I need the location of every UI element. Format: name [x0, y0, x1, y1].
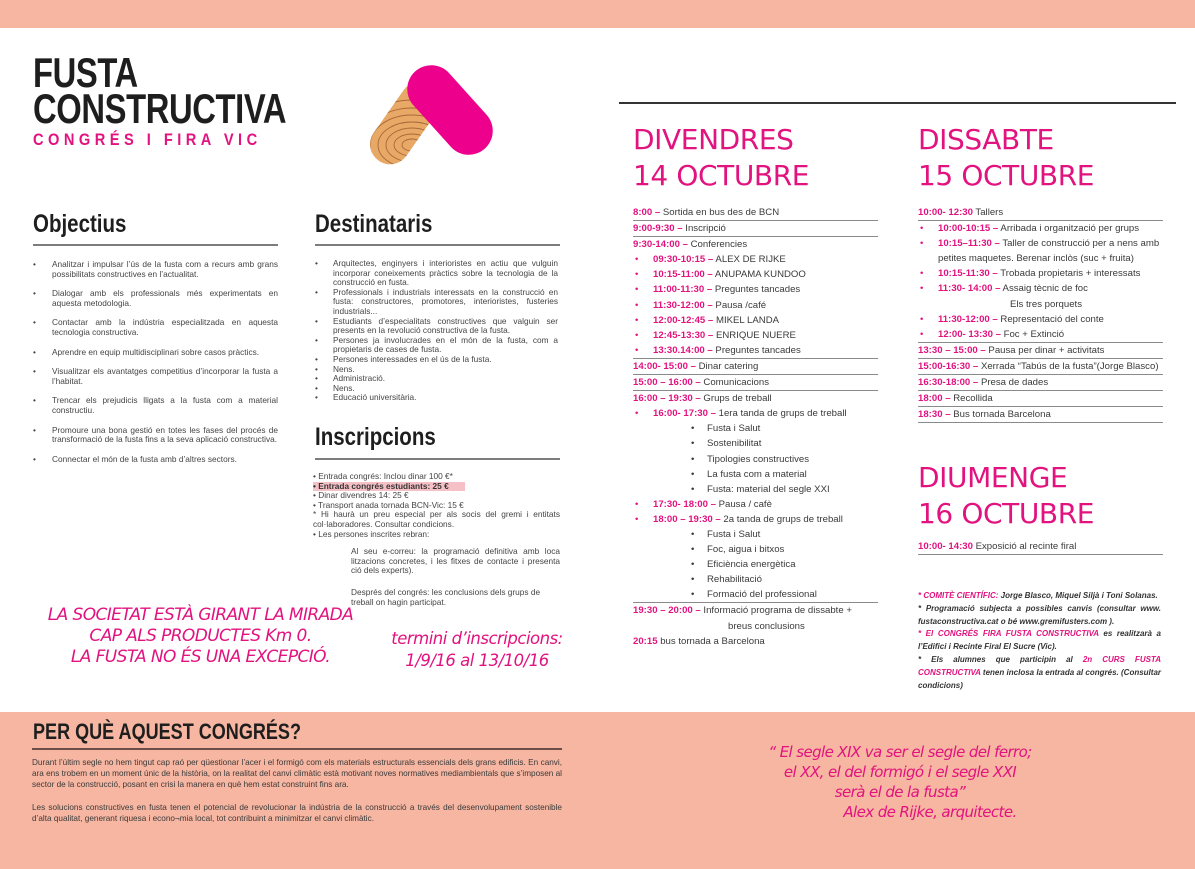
day-date: 16 OCTUBRE — [918, 497, 1095, 530]
price-transport: • Transport anada tornada BCN-Vic: 15 € — [313, 499, 464, 510]
quote-block — [700, 742, 1100, 822]
schedule-row: • 12:00-12:45 – MIKEL LANDA — [633, 313, 878, 328]
schedule-row-continuation: Els tres porquets — [1010, 298, 1082, 310]
workgroup-item: • Foc, aigua i bitxos — [633, 542, 878, 557]
schedule-row: • 11:30- 14:00 – Assaig tècnic de foc — [918, 281, 1163, 296]
list-item: • Arquitectes, enginyers i interioristes en actiu que vulguin incorporar coneixements pràctics sobre la tecnologia de la construcció en fusta. — [315, 259, 558, 288]
schedule-row: 10:00- 14:30 Exposició al recinte firal — [918, 539, 1163, 555]
schedule-row: • 12:00- 13:30 – Foc + Extinció — [918, 327, 1163, 343]
divendres-schedule — [633, 205, 878, 649]
diumenge-heading — [918, 460, 1094, 532]
list-item: • Contactar amb la indústria especialitzada en aquesta tecnologia constructiva. — [33, 318, 278, 337]
quote-line: “ El segle XIX va ser el segle del ferro; — [768, 743, 1032, 761]
inscrits-despres: Després del congrés: les conclusions dels grups de treball on hagin participat. — [351, 586, 541, 607]
list-item: • Analitzar i impulsar l’ús de la fusta com a recurs amb grans possibilitats constructives en l’actualitat. — [33, 260, 278, 279]
note-comite: * COMITÈ CIENTÍFIC: Jorge Blasco, Miquel Siljà i Toni Solanas. — [918, 591, 1158, 600]
program-notes — [918, 590, 1161, 692]
price-estudiants-highlight: • Entrada congrés estudiants: 25 € — [313, 482, 465, 492]
schedule-row: 20:15 bus tornada a Barcelona — [633, 635, 765, 647]
objectius-rule — [33, 244, 278, 246]
workgroup-item: • Formació del professional — [633, 587, 878, 603]
day-name: DIVENDRES — [633, 123, 794, 156]
destinataris-list — [315, 259, 558, 403]
deadline-dates: 1/9/16 al 13/10/16 — [405, 651, 549, 670]
workgroup-item: • Rehabilitació — [633, 572, 878, 587]
inscripcions-rule — [315, 458, 560, 460]
schedule-row: 18:30 – Bus tornada Barcelona — [918, 407, 1163, 423]
dissabte-schedule — [918, 205, 1163, 423]
schedule-row: • 10:15-11:30 – Trobada propietaris + interessats — [918, 266, 1163, 281]
destinataris-rule — [315, 244, 560, 246]
logo-wordmark — [33, 49, 358, 150]
workgroup-item: • Fusta i Salut — [633, 421, 878, 436]
inscrits-intro: • Les persones inscrites rebran: — [313, 528, 430, 539]
slogan-km0 — [28, 605, 373, 668]
schedule-row: • 17:30- 18:00 – Pausa / cafè — [633, 497, 878, 512]
day-date: 15 OCTUBRE — [918, 159, 1095, 192]
objectius-list — [33, 260, 278, 474]
why-body — [32, 757, 562, 824]
list-item: • Persones interessades en el ús de la fusta. — [315, 355, 558, 365]
note-programacio: * Programació subjecta a possibles canvis (consultar www. fustaconstructiva.cat o bé www.gremifusters.com ). — [918, 603, 1161, 626]
workgroup-item: • Tipologies constructives — [633, 452, 878, 467]
list-item: • Persones ja involucrades en el món de la fusta, com a propietaris de cases de fusta. — [315, 336, 558, 355]
workgroup-item: • Fusta i Salut — [633, 527, 878, 542]
schedule-row: 16:30-18:00 – Presa de dades — [918, 375, 1163, 391]
schedule-row: • 10:15-11:00 – ANUPAMA KUNDOO — [633, 267, 878, 282]
schedule-row: 9:00-9:30 – Inscripció — [633, 221, 878, 237]
logo-line-constructiva: CONSTRUCTIVA — [33, 85, 287, 132]
deadline-label: termini d’inscripcions: — [391, 629, 563, 648]
workgroup-item: • Eficiència energètica — [633, 557, 878, 572]
day-name: DISSABTE — [918, 123, 1054, 156]
schedule-row: 8:00 – Sortida en bus des de BCN — [633, 205, 878, 221]
diumenge-schedule — [918, 539, 1163, 555]
note-lloc: * El CONGRÉS FIRA FUSTA CONSTRUCTIVA es realitzarà a l’Edifici i Recinte Firal El Sucre (Vic). — [918, 629, 1161, 652]
slogan-line: CAP ALS PRODUCTES Km 0. — [89, 626, 312, 646]
quote-line: serà el de la fusta” — [834, 783, 966, 801]
list-item: • Administració. — [315, 374, 558, 384]
why-paragraph: Durant l’últim segle no hem tingut cap raó per qüestionar l’acer i el formigó com els materials estructurals essencials dels grans edificis. En canvi, ara ens trobem en un moment únic de la història, on la realitat del canvi climàtic està motivant noves normatives mediambientals que s’imposen al sector de la construcció, posant en crisi la manera en què hem estat construint fins ara. — [32, 758, 562, 790]
list-item: • Educació universitària. — [315, 393, 558, 403]
objectius-heading: Objectius — [33, 210, 127, 238]
schedule-row: 10:00- 12:30 Tallers — [918, 205, 1163, 221]
list-item: • Nens. — [315, 384, 558, 394]
why-paragraph: Les solucions constructives en fusta tenen el potencial de revolucionar la indústria de la construcció a través del desenvolupament sostenible d’alta qualitat, generant riquesa i econo¬mia local, tot contribuint a minimitzar el canvi climàtic. — [32, 802, 562, 823]
day-date: 14 OCTUBRE — [633, 159, 810, 192]
workgroup-item: • Fusta: material del segle XXI — [633, 482, 878, 497]
list-item: • Professionals i industrials interessats en la construcció en fusta: constructores, promotores, interioristes, fusteries industrials... — [315, 288, 558, 317]
schedule-row: • 10:00-10:15 – Arribada i organització per grups — [918, 221, 1163, 236]
dissabte-heading — [918, 122, 1094, 194]
workgroup-item: • La fusta com a material — [633, 467, 878, 482]
inscrits-ecorreu: Al seu e-correu: la programació definitiva amb loca litzacions concretes, i les fitxes de contacte i presenta ció dels experts). — [351, 546, 560, 576]
note-alumnes: * Els alumnes que participin al 2n CURS FUSTA CONSTRUCTIVA tenen inclosa la entrada al congrés. (Consultar condicions) — [918, 654, 1161, 690]
list-item: • Visualitzar els avantatges competitius d’incorporar la fusta a l’habitat. — [33, 367, 278, 386]
list-item: • Nens. — [315, 365, 558, 375]
schedule-row: • 18:00 – 19:30 – 2a tanda de grups de treball — [633, 512, 878, 527]
schedule-row: • 12:45-13:30 – ENRIQUE NUERE — [633, 328, 878, 343]
schedule-row: • 10:15–11:30 – Taller de construcció per a nens amb petites maquetes. Berenar inclòs (suc + fruita) — [918, 236, 1163, 266]
quote-line: el XX, el del formigó i el segle XXI — [783, 763, 1017, 781]
list-item: • Trencar els prejudicis lligats a la fusta com a material constructiu. — [33, 396, 278, 415]
why-heading: PER QUÈ AQUEST CONGRÉS? — [33, 719, 301, 744]
logo-line-fusta: FUSTA — [33, 49, 138, 96]
inscripcions-block — [313, 472, 560, 607]
list-item: • Connectar el món de la fusta amb d’altres sectors. — [33, 455, 278, 465]
schedule-row: 14:00- 15:00 – Dinar catering — [633, 359, 878, 375]
registration-deadline — [352, 628, 602, 672]
list-item: • Aprendre en equip multidisciplinari sobre casos pràctics. — [33, 348, 278, 358]
destinataris-heading: Destinataris — [315, 210, 433, 238]
list-item: • Dialogar amb els professionals més experimentats en aquesta metodologia. — [33, 289, 278, 308]
schedule-row: 15:00 – 16:00 – Comunicacions — [633, 375, 878, 391]
list-item: • Promoure una bona gestió en totes les fases del procés de transformació de la fusta fins a la seva aplicació constructiva. — [33, 426, 278, 445]
schedule-row: 16:00 – 19:30 – Grups de treball — [633, 393, 772, 405]
schedule-row: • 13:30.14:00 – Preguntes tancades — [633, 343, 878, 359]
price-dinar: • Dinar divendres 14: 25 € — [313, 490, 409, 501]
schedule-row: • 11:00-11:30 – Preguntes tancades — [633, 282, 878, 297]
logo-subtitle: CONGRÉS I FIRA VIC — [33, 130, 262, 149]
day-name: DIUMENGE — [918, 461, 1068, 494]
schedule-row: 13:30 – 15:00 – Pausa per dinar + activitats — [918, 343, 1163, 359]
schedule-row-continuation: breus conclusions — [728, 620, 805, 632]
list-item: • Estudiants d’especialitats constructives que valguin ser presents en la revolució constructiva de la fusta. — [315, 317, 558, 336]
why-rule — [32, 748, 562, 750]
schedule-row: • 11:30-12:00 – Representació del conte — [918, 312, 1163, 327]
schedule-row: 18:00 – Recollida — [918, 391, 1163, 407]
schedule-row: 19:30 – 20:00 – Informació programa de dissabte + — [633, 605, 852, 617]
program-top-rule — [619, 102, 1176, 104]
slogan-line: LA SOCIETAT ESTÀ GIRANT LA MIRADA — [47, 605, 354, 625]
workgroup-item: • Sostenibilitat — [633, 436, 878, 451]
schedule-row: • 11:30-12:00 – Pausa /café — [633, 298, 878, 313]
wood-pill-logo-icon — [350, 45, 500, 165]
special-price-note: * Hi haurà un preu especial per als socis del gremi i entitats col·laboradores. Consultar condicions. — [313, 509, 560, 529]
schedule-row: • 16:00- 17:30 – 1era tanda de grups de treball — [633, 406, 878, 421]
schedule-row: • 09:30-10:15 – ALEX DE RIJKE — [633, 252, 878, 267]
divendres-heading — [633, 122, 809, 194]
slogan-line: LA FUSTA NO ÉS UNA EXCEPCIÓ. — [70, 647, 331, 667]
price-entrada: • Entrada congrés: Inclou dinar 100 €* — [313, 471, 453, 481]
inscripcions-heading: Inscripcions — [315, 423, 436, 451]
quote-author: Alex de Rijke, arquitecte. — [843, 803, 1017, 821]
schedule-row: 9:30-14:00 – Conferencies — [633, 239, 748, 251]
top-color-band — [0, 0, 1195, 28]
schedule-row: 15:00-16:30 – Xerrada “Tabús de la fusta”(Jorge Blasco) — [918, 359, 1163, 375]
